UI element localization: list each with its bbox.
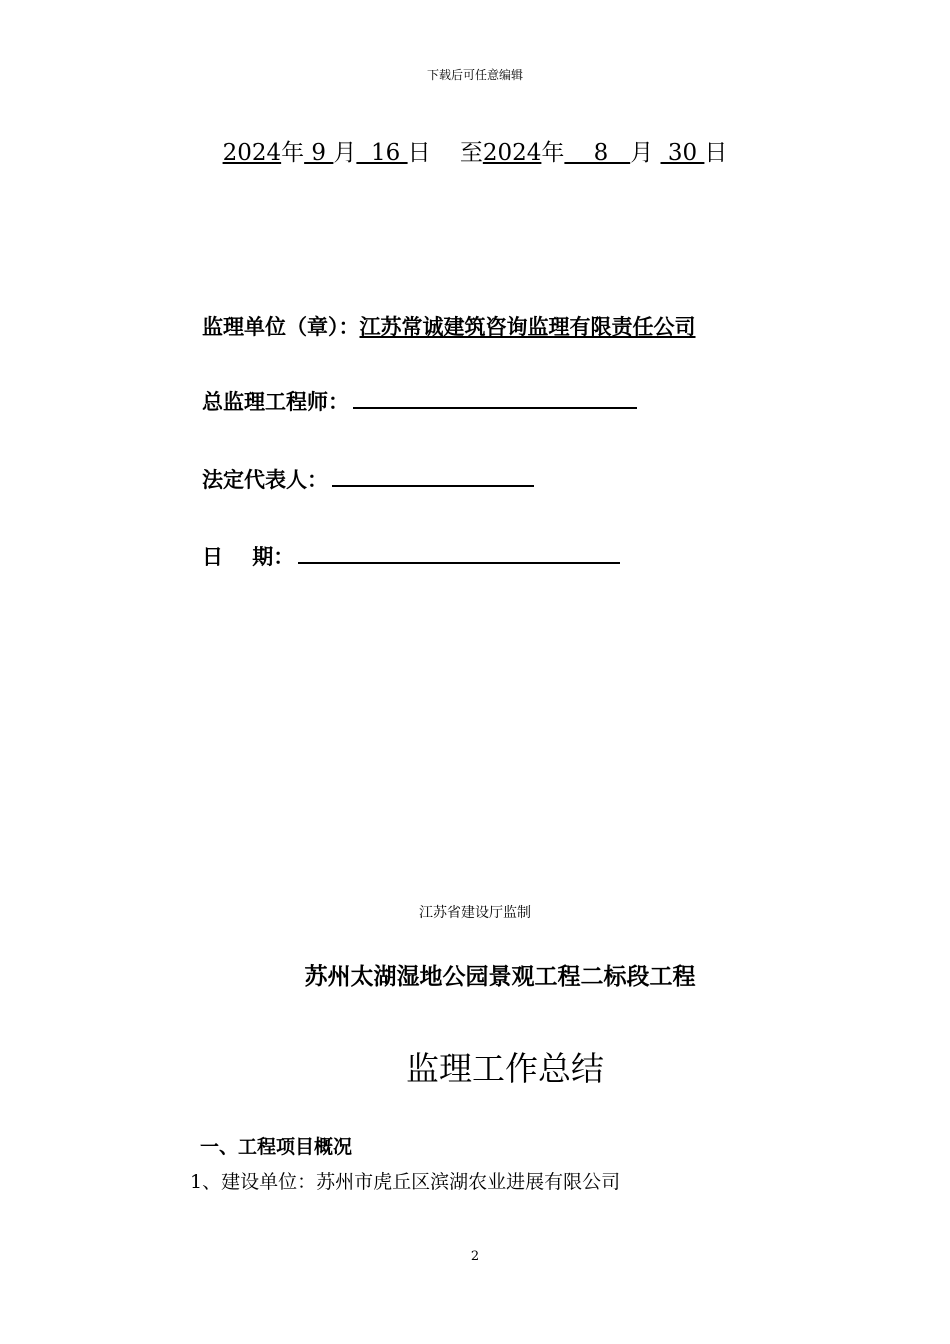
start-year: 2024 <box>222 140 282 166</box>
end-month: 8 <box>564 140 631 166</box>
chief-engineer-label: 总监理工程师： <box>202 390 349 414</box>
legal-representative-row <box>202 463 534 494</box>
end-day: 30 <box>660 140 705 166</box>
legal-representative-blank[interactable] <box>332 463 534 487</box>
day-char-2: 日 <box>704 140 728 166</box>
section-heading: 一、工程项目概况 <box>200 1136 353 1158</box>
month-char-2: 月 <box>630 140 654 166</box>
supervision-unit-row <box>202 311 696 341</box>
date-blank[interactable] <box>298 540 620 564</box>
period-line <box>0 134 950 167</box>
start-day: 16 <box>356 140 408 166</box>
header-note: 下载后可任意编辑 <box>426 68 523 82</box>
supervision-unit-value: 江苏常诚建筑咨询监理有限责任公司 <box>359 315 696 339</box>
construction-unit-line: 1、建设单位：苏州市虎丘区滨湖农业进展有限公司 <box>190 1171 621 1193</box>
document-title: 监理工作总结 <box>406 1049 604 1088</box>
month-char: 月 <box>333 140 357 166</box>
chief-engineer-blank[interactable] <box>353 385 637 409</box>
end-year: 2024 <box>482 140 542 166</box>
start-month: 9 <box>304 140 334 166</box>
legal-representative-label: 法定代表人： <box>202 468 328 492</box>
to-char: 至 <box>459 140 483 166</box>
year-char-2: 年 <box>541 140 565 166</box>
supervised-by: 江苏省建设厅监制 <box>419 905 531 921</box>
date-label: 日 期： <box>202 545 295 569</box>
date-row <box>202 540 620 571</box>
project-title: 苏州太湖湿地公园景观工程二标段工程 <box>304 964 696 990</box>
chief-engineer-row <box>202 385 637 416</box>
supervision-unit-label: 监理单位（章）： <box>202 315 360 339</box>
year-char: 年 <box>281 140 305 166</box>
day-char: 日 <box>407 140 431 166</box>
page-number: 2 <box>470 1249 480 1264</box>
